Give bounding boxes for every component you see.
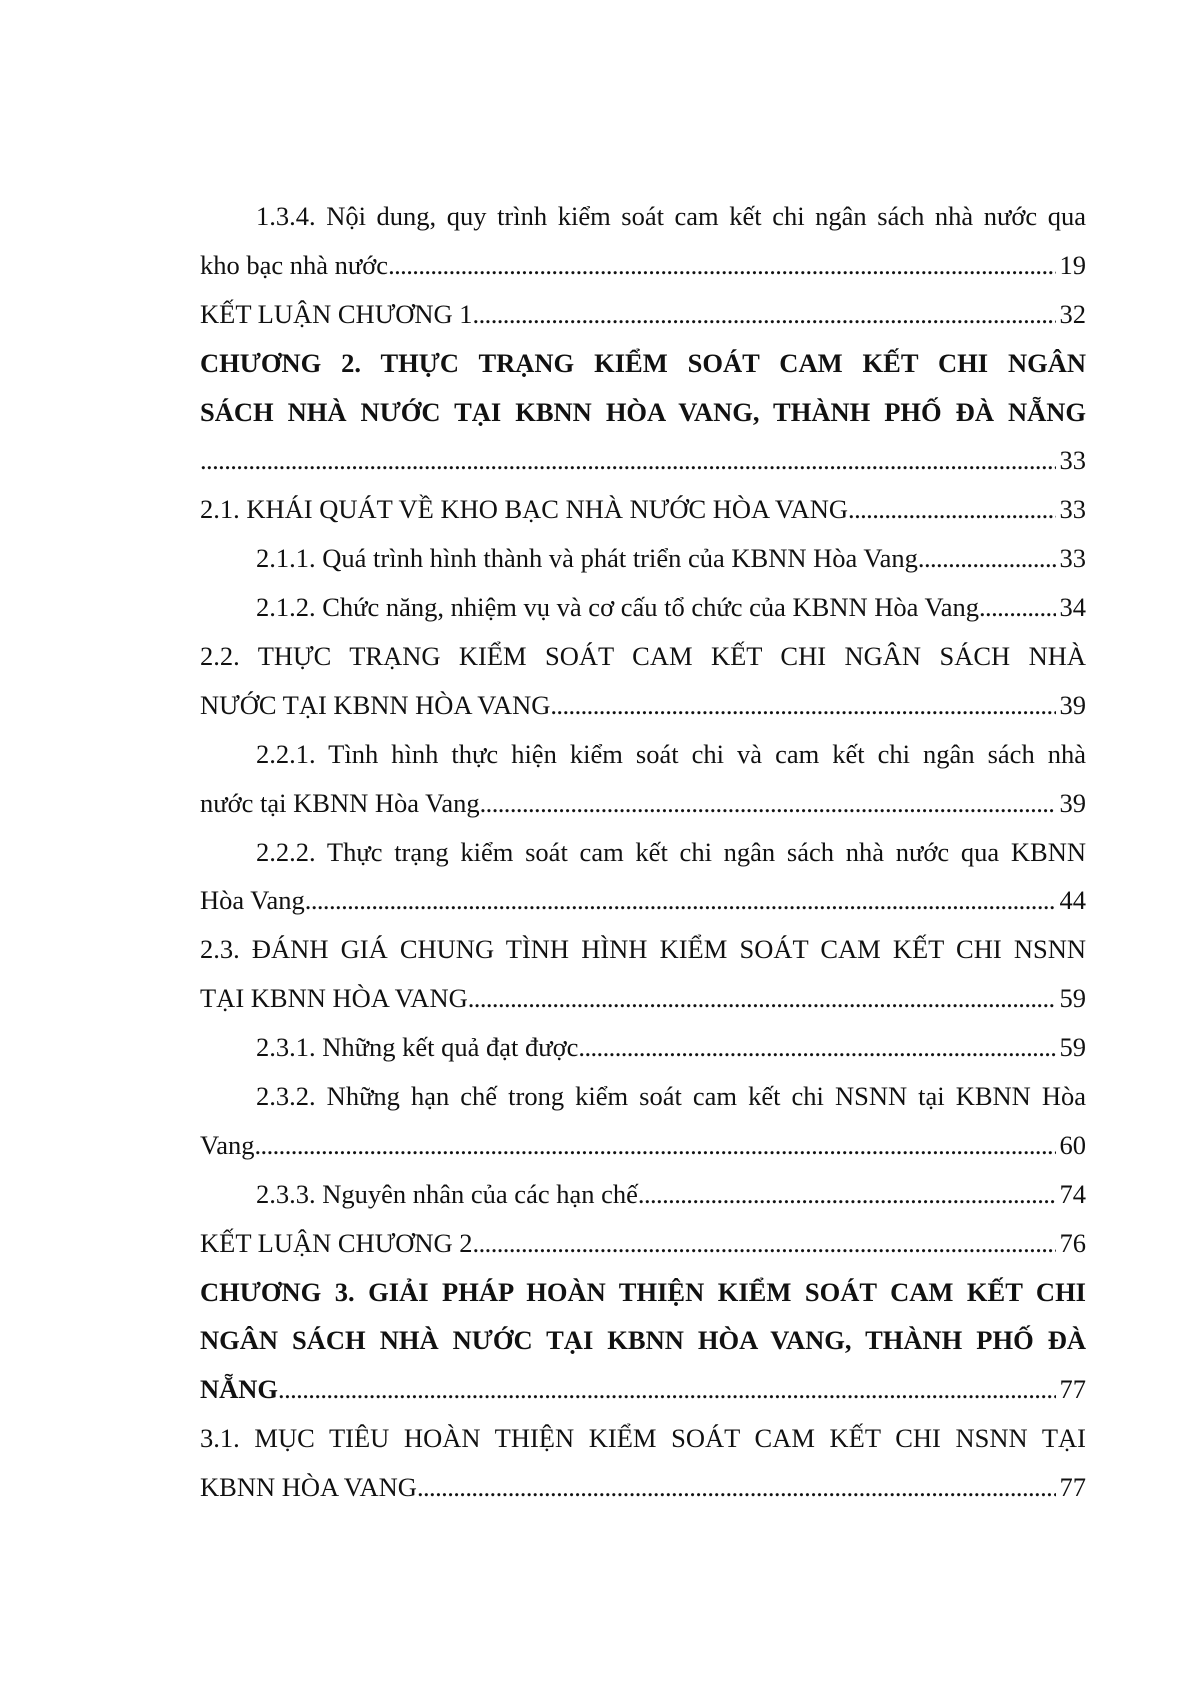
toc-chapter-heading: NẴNG	[200, 1374, 279, 1405]
toc-entry-text: 2.1.2. Chức năng, nhiệm vụ và cơ cấu tổ chức của KBNN Hòa Vang	[256, 592, 979, 623]
toc-line	[200, 290, 1086, 339]
toc-page-number: 39	[1059, 689, 1086, 720]
dot-leader	[550, 681, 1055, 730]
dot-leader	[473, 290, 1056, 339]
toc-page-number: 34	[1059, 592, 1086, 623]
toc-page-number: 33	[1059, 543, 1086, 574]
table-of-contents	[200, 192, 1086, 1512]
toc-entry-text: 2.1.1. Quá trình hình thành và phát triển của KBNN Hòa Vang	[256, 543, 918, 574]
dot-leader	[200, 436, 1056, 485]
toc-entry-text: 2.3.2. Những hạn chế trong kiểm soát cam kết chi NSNN tại KBNN Hòa	[256, 1081, 1086, 1112]
toc-entry-text: KẾT LUẬN CHƯƠNG 1	[200, 298, 473, 329]
toc-page-number: 32	[1059, 298, 1086, 329]
toc-line	[200, 534, 1086, 583]
toc-entry-text: TẠI KBNN HÒA VANG	[200, 983, 468, 1014]
toc-entry-text: Hòa Vang	[200, 885, 305, 916]
dot-leader	[417, 1463, 1056, 1512]
toc-entry-text: nước tại KBNN Hòa Vang	[200, 787, 480, 818]
toc-entry-text: NƯỚC TẠI KBNN HÒA VANG	[200, 689, 551, 720]
toc-line	[200, 339, 1086, 388]
toc-entry-text: KẾT LUẬN CHƯƠNG 2	[200, 1227, 473, 1258]
toc-page-number: 33	[1059, 445, 1086, 476]
toc-line	[200, 436, 1086, 485]
toc-page-number: 59	[1059, 983, 1086, 1014]
toc-page-number: 74	[1059, 1178, 1086, 1209]
toc-chapter-heading: NGÂN SÁCH NHÀ NƯỚC TẠI KBNN HÒA VANG, THÀNH PHỐ ĐÀ	[200, 1325, 1086, 1356]
toc-line	[200, 485, 1086, 534]
toc-line	[200, 1268, 1086, 1317]
toc-line	[200, 730, 1086, 779]
toc-chapter-heading: CHƯƠNG 2. THỰC TRẠNG KIỂM SOÁT CAM KẾT CHI NGÂN	[200, 347, 1086, 378]
dot-leader	[979, 583, 1056, 632]
toc-page-number: 59	[1059, 1032, 1086, 1063]
toc-line	[200, 1463, 1086, 1512]
dot-leader	[278, 1365, 1055, 1414]
toc-page-number: 77	[1059, 1472, 1086, 1503]
toc-entry-text: 2.1. KHÁI QUÁT VỀ KHO BẠC NHÀ NƯỚC HÒA VANG	[200, 494, 849, 525]
toc-chapter-heading: SÁCH NHÀ NƯỚC TẠI KBNN HÒA VANG, THÀNH PHỐ ĐÀ NẴNG	[200, 396, 1086, 427]
toc-page-number: 76	[1059, 1227, 1086, 1258]
toc-entry-text: Vang	[200, 1129, 255, 1160]
toc-line	[200, 1365, 1086, 1414]
toc-entry-text: kho bạc nhà nước	[200, 249, 389, 280]
toc-line	[200, 876, 1086, 925]
toc-page-number: 19	[1059, 249, 1086, 280]
toc-line	[200, 779, 1086, 828]
toc-entry-text: 2.2.1. Tình hình thực hiện kiểm soát chi và cam kết chi ngân sách nhà	[256, 738, 1086, 769]
toc-page-number: 60	[1059, 1129, 1086, 1160]
toc-line	[200, 1072, 1086, 1121]
toc-line	[200, 1023, 1086, 1072]
toc-page-number: 39	[1059, 787, 1086, 818]
dot-leader	[305, 876, 1056, 925]
toc-line	[200, 1219, 1086, 1268]
dot-leader	[468, 974, 1056, 1023]
toc-line	[200, 1121, 1086, 1170]
toc-entry-text: 1.3.4. Nội dung, quy trình kiểm soát cam kết chi ngân sách nhà nước qua	[256, 201, 1086, 231]
toc-line	[200, 583, 1086, 632]
toc-line	[200, 1316, 1086, 1365]
toc-entry-text: 2.3.1. Những kết quả đạt được	[256, 1032, 579, 1063]
dot-leader	[480, 779, 1056, 828]
dot-leader	[848, 485, 1055, 534]
toc-entry-text: 3.1. MỤC TIÊU HOÀN THIỆN KIỂM SOÁT CAM KẾT CHI NSNN TẠI	[200, 1423, 1086, 1454]
toc-page-number: 33	[1059, 494, 1086, 525]
dot-leader	[388, 241, 1055, 290]
toc-page-number: 44	[1059, 885, 1086, 916]
toc-line	[200, 241, 1086, 290]
toc-page-number: 77	[1059, 1374, 1086, 1405]
dot-leader	[638, 1170, 1056, 1219]
dot-leader	[918, 534, 1056, 583]
toc-line	[200, 681, 1086, 730]
toc-line	[200, 828, 1086, 877]
toc-line	[200, 632, 1086, 681]
toc-line	[200, 192, 1086, 241]
toc-line	[200, 974, 1086, 1023]
toc-line	[200, 388, 1086, 437]
toc-entry-text: 2.2. THỰC TRẠNG KIỂM SOÁT CAM KẾT CHI NGÂN SÁCH NHÀ	[200, 641, 1086, 672]
toc-line	[200, 925, 1086, 974]
dot-leader	[578, 1023, 1055, 1072]
toc-chapter-heading: CHƯƠNG 3. GIẢI PHÁP HOÀN THIỆN KIỂM SOÁT CAM KẾT CHI	[200, 1276, 1086, 1307]
toc-entry-text: 2.2.2. Thực trạng kiểm soát cam kết chi ngân sách nhà nước qua KBNN	[256, 836, 1086, 867]
toc-entry-text: 2.3. ĐÁNH GIÁ CHUNG TÌNH HÌNH KIỂM SOÁT CAM KẾT CHI NSNN	[200, 934, 1086, 965]
dot-leader	[254, 1121, 1055, 1170]
toc-entry-text: 2.3.3. Nguyên nhân của các hạn chế	[256, 1178, 638, 1209]
toc-entry-text: KBNN HÒA VANG	[200, 1472, 417, 1503]
toc-line	[200, 1170, 1086, 1219]
toc-line	[200, 1414, 1086, 1463]
dot-leader	[473, 1219, 1056, 1268]
